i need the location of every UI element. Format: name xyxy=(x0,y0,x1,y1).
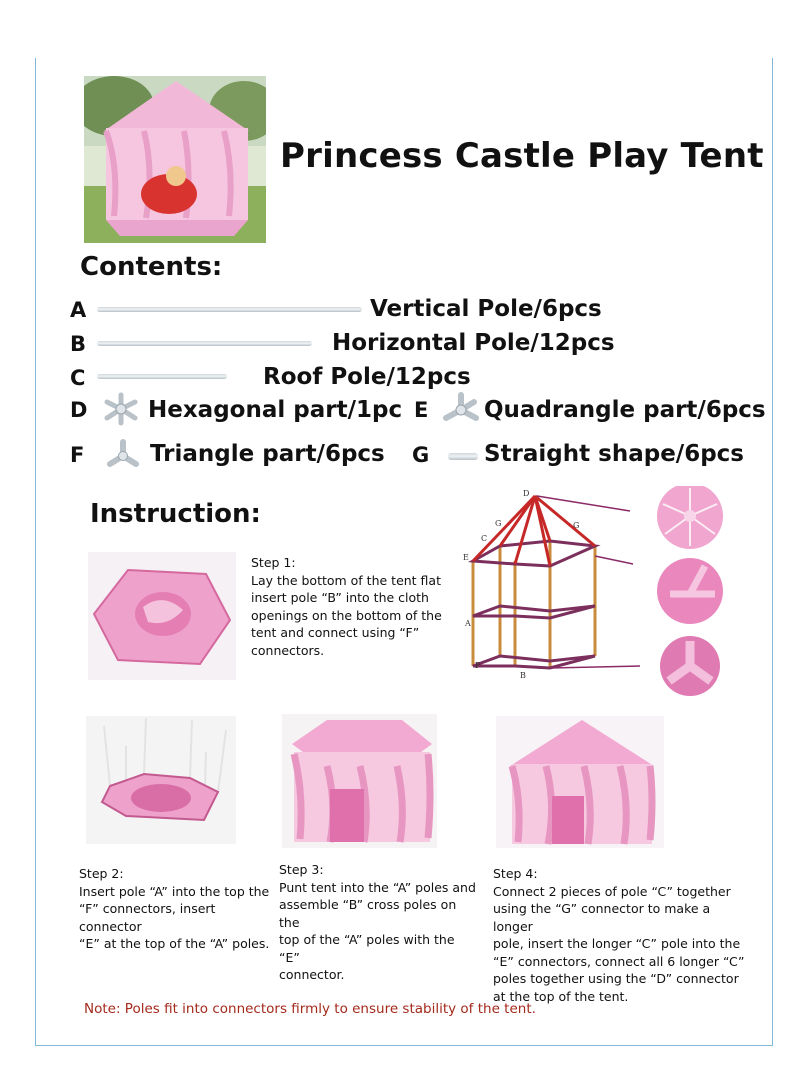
step-4-title: Step 4: xyxy=(493,866,538,881)
item-label-straight-shape: Straight shape/6pcs xyxy=(484,441,744,467)
item-label-hexagonal-part: Hexagonal part/1pc xyxy=(148,397,403,423)
item-label-horizontal-pole: Horizontal Pole/12pcs xyxy=(332,330,615,356)
page-title: Princess Castle Play Tent xyxy=(280,136,764,176)
step-1-line: Lay the bottom of the tent flat xyxy=(251,572,441,588)
step-2-line: Insert pole “A” into the top the xyxy=(79,883,270,899)
step-2-line: “F” connectors, insert connector xyxy=(79,901,216,934)
diagram-label-a: A xyxy=(465,619,471,628)
step-1-line: insert pole “B” into the cloth xyxy=(251,590,429,605)
step-1-line: openings on the bottom of the xyxy=(251,607,442,623)
instruction-heading: Instruction: xyxy=(90,499,261,529)
step-4-line: using the “G” connector to make a longer xyxy=(493,901,711,934)
diagram-label-g-right: G xyxy=(573,521,580,530)
frame-assembly-diagram xyxy=(455,486,655,686)
step-1-photo xyxy=(88,552,236,680)
step-4-line: poles together using the “D” connector xyxy=(493,971,739,986)
step-3-line: top of the “A” poles with the “E” xyxy=(279,932,455,965)
step-4-line: Connect 2 pieces of pole “C” together xyxy=(493,883,731,899)
step-3-title: Step 3: xyxy=(279,862,324,877)
diagram-label-c: C xyxy=(481,534,488,543)
item-label-vertical-pole: Vertical Pole/6pcs xyxy=(370,296,602,322)
step-3-line: connector. xyxy=(279,967,345,982)
step-2-line: “E” at the top of the “A” poles. xyxy=(79,936,270,951)
step-1-title: Step 1: xyxy=(251,555,296,570)
item-letter-b: B xyxy=(70,332,87,356)
straight-connector-icon xyxy=(448,453,478,460)
diagram-label-g-left: G xyxy=(495,519,502,528)
step-1-text xyxy=(251,554,461,659)
item-label-roof-pole: Roof Pole/12pcs xyxy=(263,364,471,390)
stability-note: Note: Poles fit into connectors firmly to ensure stability of the tent. xyxy=(84,1001,536,1017)
item-letter-a: A xyxy=(70,298,87,322)
vertical-pole-image xyxy=(97,307,362,312)
hexagonal-connector-icon xyxy=(102,392,140,426)
horizontal-pole-image xyxy=(97,341,312,346)
item-letter-d: D xyxy=(70,398,88,422)
quadrangle-connector-icon xyxy=(442,392,480,426)
item-letter-f: F xyxy=(70,443,85,467)
item-letter-e: E xyxy=(414,398,429,422)
step-3-line: Punt tent into the “A” poles and xyxy=(279,879,476,895)
roof-pole-image xyxy=(97,374,227,379)
step-4-photo xyxy=(496,716,664,848)
step-4-text xyxy=(493,865,748,1005)
frame-left-border xyxy=(35,58,36,1046)
step-3-text xyxy=(279,861,479,984)
diagram-label-d: D xyxy=(523,489,530,498)
step-4-line: “E” connectors, connect all 6 longer “C” xyxy=(493,953,745,969)
tent-product-photo xyxy=(84,76,266,243)
item-letter-g: G xyxy=(412,443,430,467)
item-label-triangle-part: Triangle part/6pcs xyxy=(150,441,385,467)
step-1-line: tent and connect using “F” xyxy=(251,625,420,640)
step-3-line: assemble “B” cross poles on the xyxy=(279,897,457,930)
item-label-quadrangle-part: Quadrangle part/6pcs xyxy=(484,397,766,423)
contents-heading: Contents: xyxy=(80,252,223,282)
step-4-line: pole, insert the longer “C” pole into the xyxy=(493,936,741,951)
connector-closeups xyxy=(655,486,730,696)
diagram-label-f: F xyxy=(475,661,481,670)
step-1-line: connectors. xyxy=(251,642,325,658)
step-2-text xyxy=(79,865,279,953)
diagram-label-b: B xyxy=(520,671,526,680)
frame-right-border xyxy=(772,58,773,1046)
step-3-photo xyxy=(282,714,437,848)
item-letter-c: C xyxy=(70,366,86,390)
step-2-title: Step 2: xyxy=(79,866,124,881)
diagram-label-e: E xyxy=(463,553,469,562)
frame-bottom-border xyxy=(35,1045,773,1046)
step-4-line: at the top of the tent. xyxy=(493,988,629,1004)
triangle-connector-icon xyxy=(106,438,140,470)
step-2-photo xyxy=(86,716,236,844)
